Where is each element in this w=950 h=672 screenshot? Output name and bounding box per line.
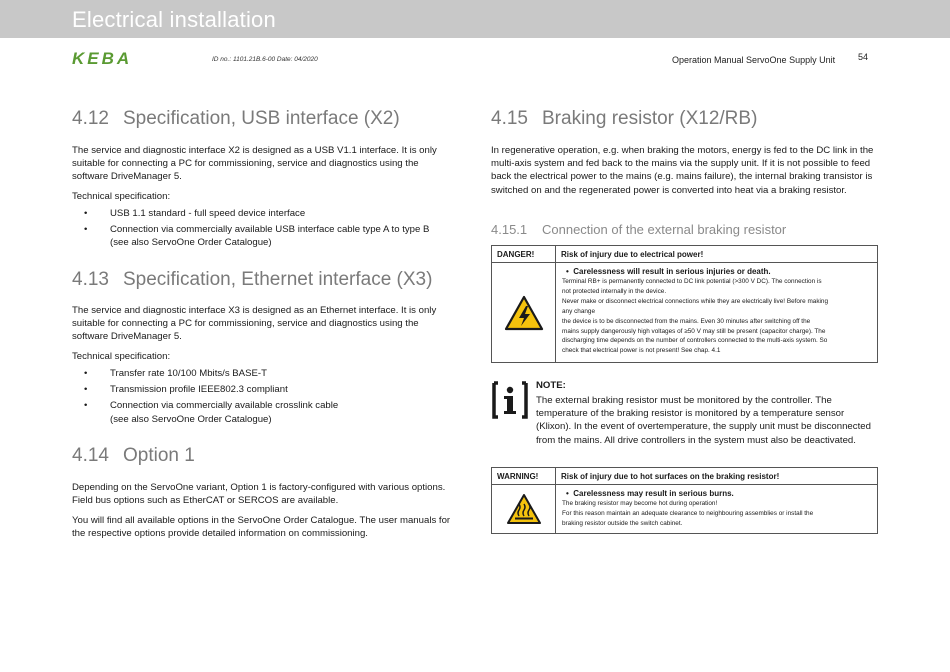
danger-text	[556, 263, 833, 362]
section-heading-4-15	[491, 108, 757, 130]
page-title: Electrical installation	[72, 7, 276, 32]
warning-bullet: • Carelessness may result in serious burns.	[566, 489, 734, 498]
danger-bullet: • Carelessness will result in serious injuries or death.	[566, 267, 771, 276]
document-id: ID no.: 1101.21B.6-00 Date: 04/2020	[212, 56, 318, 63]
section-title: Specification, USB interface (X2)	[123, 108, 400, 129]
section-number: 4.13	[72, 269, 109, 290]
section-title: Braking resistor (X12/RB)	[542, 108, 758, 129]
bullet-list	[72, 207, 457, 250]
section-title: Connection of the external braking resistor	[542, 222, 787, 237]
paragraph: Depending on the ServoOne variant, Option 1 is factory-configured with various options. Field bus options such as EtherCAT or SERCOS are available.	[72, 482, 446, 507]
paragraph: The service and diagnostic interface X2 is designed as a USB V1.1 interface. It is only suitable for connecting a PC for commissioning, service and diagnostics using the software DriveManager 5.	[72, 145, 437, 183]
section-title: Option 1	[123, 445, 195, 466]
list-item: • Connection via commercially available crosslink cable (see also ServoOne Order Catalogue)	[84, 400, 339, 425]
danger-title: Risk of injury due to electrical power!	[561, 250, 704, 259]
danger-label: DANGER!	[492, 246, 556, 262]
section-number: 4.15.1	[491, 222, 528, 237]
page-number: 54	[858, 52, 869, 62]
section-number: 4.12	[72, 108, 109, 129]
section-title: Specification, Ethernet interface (X3)	[123, 269, 433, 290]
section-number: 4.14	[72, 445, 109, 466]
danger-detail: Terminal RB+ is permanently connected to DC link potential (>300 V DC). The connection is not protected internally in the device. Never make or disconnect electrical connections while they are electrically live! Before making any change the device is to be disconnected from the mains. Even 30 minutes after switching off the mains supply dangerously high voltages of ≥50 V may still be present (capacitor charge). The discharging time depends on the number of controllers connected to the multi-axis system. So check that electrical power is not present! See chap. 4.1	[562, 278, 829, 355]
list-item: • Transfer rate 10/100 Mbits/s BASE-T	[84, 368, 267, 379]
manual-title: Operation Manual ServoOne Supply Unit	[672, 55, 836, 65]
section-heading-4-13	[72, 269, 432, 291]
keba-logo: KEBA	[72, 49, 133, 68]
paragraph: You will find all available options in the ServoOne Order Catalogue. The user manuals for the respective options provide detailed information on commissioning.	[72, 515, 451, 540]
paragraph: Technical specification:	[72, 351, 171, 362]
bullet-list	[72, 367, 457, 426]
warning-box-body	[492, 485, 877, 533]
list-item: • USB 1.1 standard - full speed device interface	[84, 208, 306, 219]
danger-icon-cell	[492, 263, 556, 362]
danger-box	[491, 245, 878, 363]
info-icon	[491, 380, 529, 420]
hot-surface-warning-icon	[506, 493, 542, 525]
paragraph: The service and diagnostic interface X3 is designed as an Ethernet interface. It is only suitable for connecting a PC for commissioning, service and diagnostics using the software DriveManager 5.	[72, 305, 437, 343]
warning-box-header	[492, 468, 877, 485]
list-item: • Connection via commercially available USB interface cable type A to type B (see also ServoOne Order Catalogue)	[84, 224, 430, 249]
paragraph: Technical specification:	[72, 191, 171, 202]
warning-label: WARNING!	[492, 468, 556, 484]
warning-icon-cell	[492, 485, 556, 533]
paragraph: In regenerative operation, e.g. when braking the motors, energy is fed to the DC link in the multi-axis system and fed back to the mains via the supply unit. If it is not possible to feed back the electrical power to the mains (e.g. mains failure), the internal braking transistor is switched on and the regenerated power is converted into heat via a braking resistor.	[491, 145, 874, 196]
section-heading-4-14	[72, 445, 195, 467]
section-number: 4.15	[491, 108, 528, 129]
section-heading-4-12	[72, 108, 400, 130]
note-text: The external braking resistor must be monitored by the controller. The temperature of the braking resistor is monitored by a temperature sensor (Klixon). In the event of overtemperature, the supply unit must be disconnected from the mains. All drive controllers in the system must also be deactivated.	[536, 395, 871, 446]
danger-box-header	[492, 246, 877, 263]
warning-text	[556, 485, 818, 533]
note-title: NOTE:	[536, 380, 566, 391]
warning-title: Risk of injury due to hot surfaces on the braking resistor!	[561, 472, 780, 481]
danger-box-body	[492, 263, 877, 362]
subsection-heading-4-15-1	[491, 222, 786, 237]
list-item: • Transmission profile IEEE802.3 compliant	[84, 384, 288, 396]
warning-detail: The braking resistor may become hot during operation! For this reason maintain an adequate clearance to neighbouring assemblies or install the braking resistor outside the switch cabinet.	[562, 500, 814, 527]
warning-box	[491, 467, 878, 534]
high-voltage-warning-icon	[504, 295, 544, 331]
note-icon-wrap	[491, 380, 529, 425]
